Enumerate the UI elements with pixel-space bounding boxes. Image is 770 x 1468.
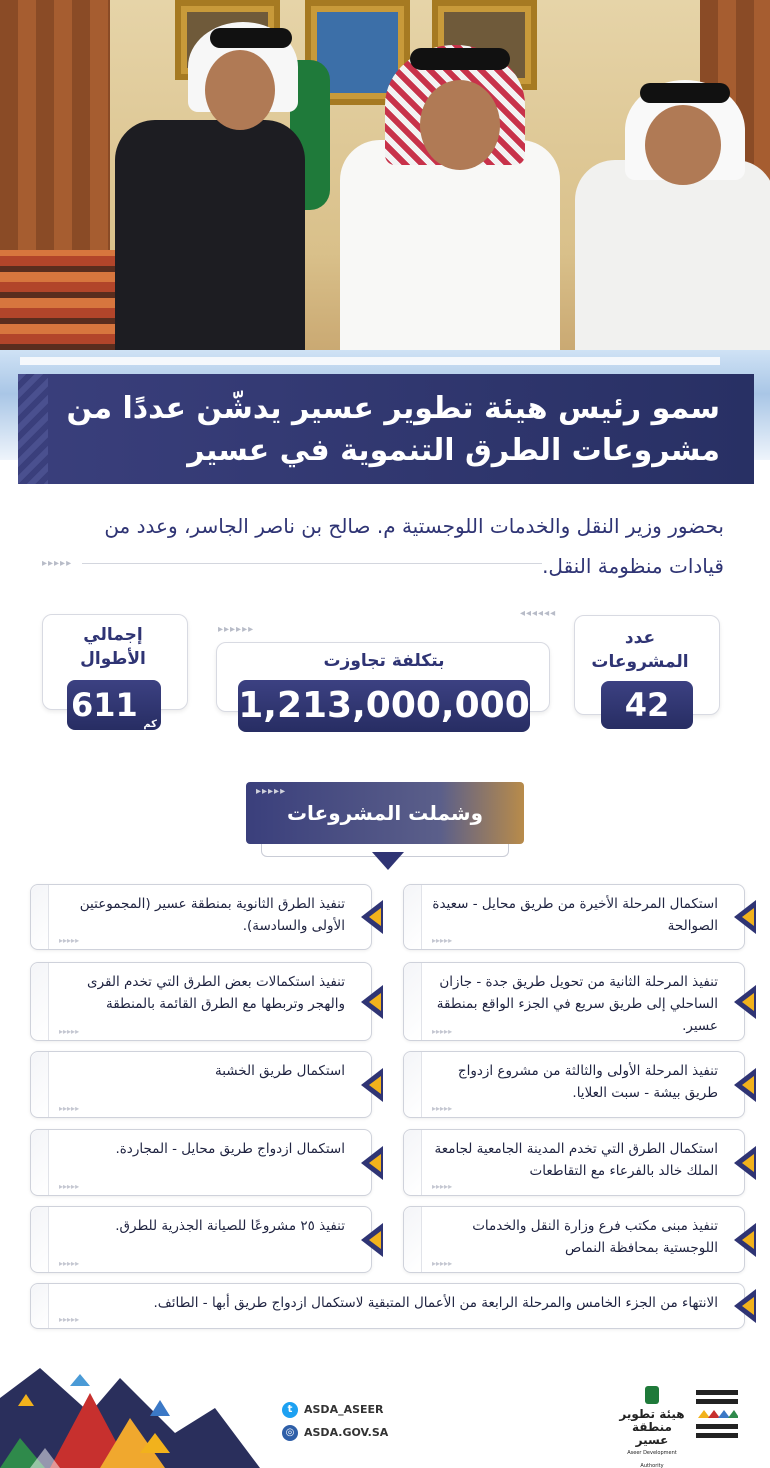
arrow-icon — [734, 1068, 768, 1102]
arrow-icon — [361, 1146, 395, 1180]
arrow-icon — [361, 1223, 395, 1257]
stat-projects-label-1: عدد — [624, 628, 656, 648]
face — [205, 50, 275, 130]
face — [420, 80, 500, 170]
arrow-icon — [734, 1223, 768, 1257]
table-edge — [20, 357, 720, 365]
card-tab — [404, 1130, 422, 1195]
card-text: تنفيذ مبنى مكتب فرع وزارة النقل والخدمات اللوجستية بمحافظة النماص — [472, 1218, 718, 1256]
card-text: استكمال المرحلة الأخيرة من طريق محايل - سعيدة الصوالحة — [432, 896, 718, 934]
decor-dots: ▸▸▸▸▸ — [42, 558, 73, 569]
project-card-right — [403, 1129, 745, 1196]
arrow-icon — [734, 900, 768, 934]
decor-dots: ▸▸▸▸▸ — [59, 1104, 80, 1113]
stat-projects-label-2: المشروعات — [591, 652, 689, 672]
project-card-left — [30, 962, 372, 1041]
card-text: تنفيذ الطرق الثانوية بمنطقة عسير (المجموعتين الأولى والسادسة). — [79, 896, 345, 934]
decor-dots: ▸▸▸▸▸ — [59, 1182, 80, 1191]
decor-dots: ▸▸▸▸▸ — [432, 1259, 453, 1268]
arrow-icon — [734, 985, 768, 1019]
globe-icon: ◎ — [282, 1425, 298, 1441]
title-line-1: سمو رئيس هيئة تطوير عسير يدشّن عددًا من — [66, 391, 720, 426]
card-text: استكمال ازدواج طريق محايل - المجاردة. — [115, 1141, 345, 1157]
subtitle — [34, 506, 724, 586]
arrow-icon — [361, 1068, 395, 1102]
arrow-icon — [734, 1146, 768, 1180]
twitter-link[interactable] — [282, 1402, 384, 1418]
card-text: استكمال الطرق التي تخدم المدينة الجامعية لجامعة الملك خالد بالفرعاء مع التقاطعات — [434, 1141, 718, 1179]
agal — [410, 48, 510, 70]
decor-dots: ▸▸▸▸▸ — [59, 936, 80, 945]
stat-cost-label: بتكلفة تجاوزت — [323, 651, 445, 671]
person-middle — [340, 140, 560, 370]
asda-logo-mark — [694, 1388, 740, 1440]
stat-length-label-1: إجمالي — [83, 625, 143, 645]
arrow-icon — [361, 900, 395, 934]
stat-length-value: 611 — [70, 686, 138, 724]
stat-length-unit: كم — [143, 719, 158, 730]
decor-dots: ▸▸▸▸▸ — [59, 1027, 80, 1036]
card-tab — [404, 885, 422, 949]
decor-dots: ▸▸▸▸▸ — [432, 1182, 453, 1191]
decor-dots: ▸▸▸▸▸ — [256, 786, 287, 797]
decor-dots: ▸▸▸▸▸ — [59, 1315, 80, 1324]
decor-dots: ▸▸▸▸▸▸ — [218, 624, 255, 635]
title-banner — [18, 374, 754, 484]
decor-dots: ▸▸▸▸▸ — [432, 1104, 453, 1113]
stat-length-label — [53, 623, 173, 671]
divider — [82, 563, 542, 564]
mountains-graphic — [0, 1338, 260, 1468]
website-url: ASDA.GOV.SA — [304, 1426, 389, 1439]
project-card-left — [30, 1206, 372, 1273]
face — [645, 105, 721, 185]
twitter-handle: ASDA_ASEER — [304, 1403, 384, 1416]
agal — [640, 83, 730, 103]
section-header — [246, 782, 524, 844]
decor-dots: ▸▸▸▸▸ — [59, 1259, 80, 1268]
website-link[interactable] — [282, 1425, 388, 1441]
stat-length-box — [67, 680, 161, 730]
title-line-2: مشروعات الطرق التنموية في عسير — [187, 433, 720, 468]
subtitle-line-1: بحضور وزير النقل والخدمات اللوجستية م. صالح بن ناصر الجاسر، وعدد من — [104, 514, 724, 538]
section-pointer — [372, 852, 404, 870]
project-card-full — [30, 1283, 745, 1329]
card-text: الانتهاء من الجزء الخامس والمرحلة الرابعة من الأعمال المتبقية لاستكمال ازدواج طريق أبها - الطائف. — [153, 1295, 718, 1311]
stat-projects-value: 42 — [601, 681, 693, 729]
agal — [210, 28, 292, 48]
card-tab — [31, 963, 49, 1040]
project-card-left — [30, 1051, 372, 1118]
card-text: استكمال طريق الخشبة — [214, 1063, 345, 1079]
stat-length-label-2: الأطوال — [80, 649, 146, 669]
arrow-icon — [734, 1289, 768, 1323]
card-tab — [404, 1052, 422, 1117]
stat-projects-label — [575, 626, 705, 674]
card-text: تنفيذ المرحلة الثانية من تحويل طريق جدة - جازان الساحلي إلى طريق سريع في الجزء الواقع بمنطقة عسير. — [436, 974, 718, 1034]
card-tab — [31, 885, 49, 949]
project-card-right — [403, 1206, 745, 1273]
card-tab — [31, 1207, 49, 1272]
logo-ar-line-1: هيئة تطوير — [619, 1407, 685, 1421]
decor-dots: ▸▸▸▸▸ — [432, 1027, 453, 1036]
logo-ar-line-2: منطقة عسير — [632, 1420, 672, 1447]
project-card-right — [403, 962, 745, 1041]
page-title — [40, 388, 720, 472]
emblem-icon — [645, 1386, 659, 1404]
card-text: تنفيذ استكمالات بعض الطرق التي تخدم القرى والهجر وتربطها مع الطرق القائمة بالمنطقة — [87, 974, 345, 1012]
card-tab — [404, 963, 422, 1040]
project-card-left — [30, 1129, 372, 1196]
card-tab — [404, 1207, 422, 1272]
person-left — [115, 120, 305, 360]
stat-cost-value: 1,213,000,000 — [238, 680, 530, 732]
arrow-icon — [361, 985, 395, 1019]
asda-logo-text — [616, 1408, 688, 1468]
decor-dots: ◂◂◂◂◂◂ — [520, 608, 557, 619]
project-card-left — [30, 884, 372, 950]
project-card-right — [403, 1051, 745, 1118]
decor-dots: ▸▸▸▸▸ — [432, 936, 453, 945]
project-card-right — [403, 884, 745, 950]
person-right — [575, 160, 770, 370]
logo-en: Aseer Development Authority — [627, 1450, 677, 1468]
twitter-icon: t — [282, 1402, 298, 1418]
card-tab — [31, 1052, 49, 1117]
section-title: وشملت المشروعات — [286, 801, 484, 825]
card-text: تنفيذ ٢٥ مشروعًا للصيانة الجذرية للطرق. — [115, 1218, 345, 1234]
card-tab — [31, 1130, 49, 1195]
card-tab — [31, 1284, 49, 1328]
subtitle-line-2: قيادات منظومة النقل. — [542, 554, 724, 578]
card-text: تنفيذ المرحلة الأولى والثالثة من مشروع ازدواج طريق بيشة - سبت العلايا. — [457, 1063, 718, 1101]
